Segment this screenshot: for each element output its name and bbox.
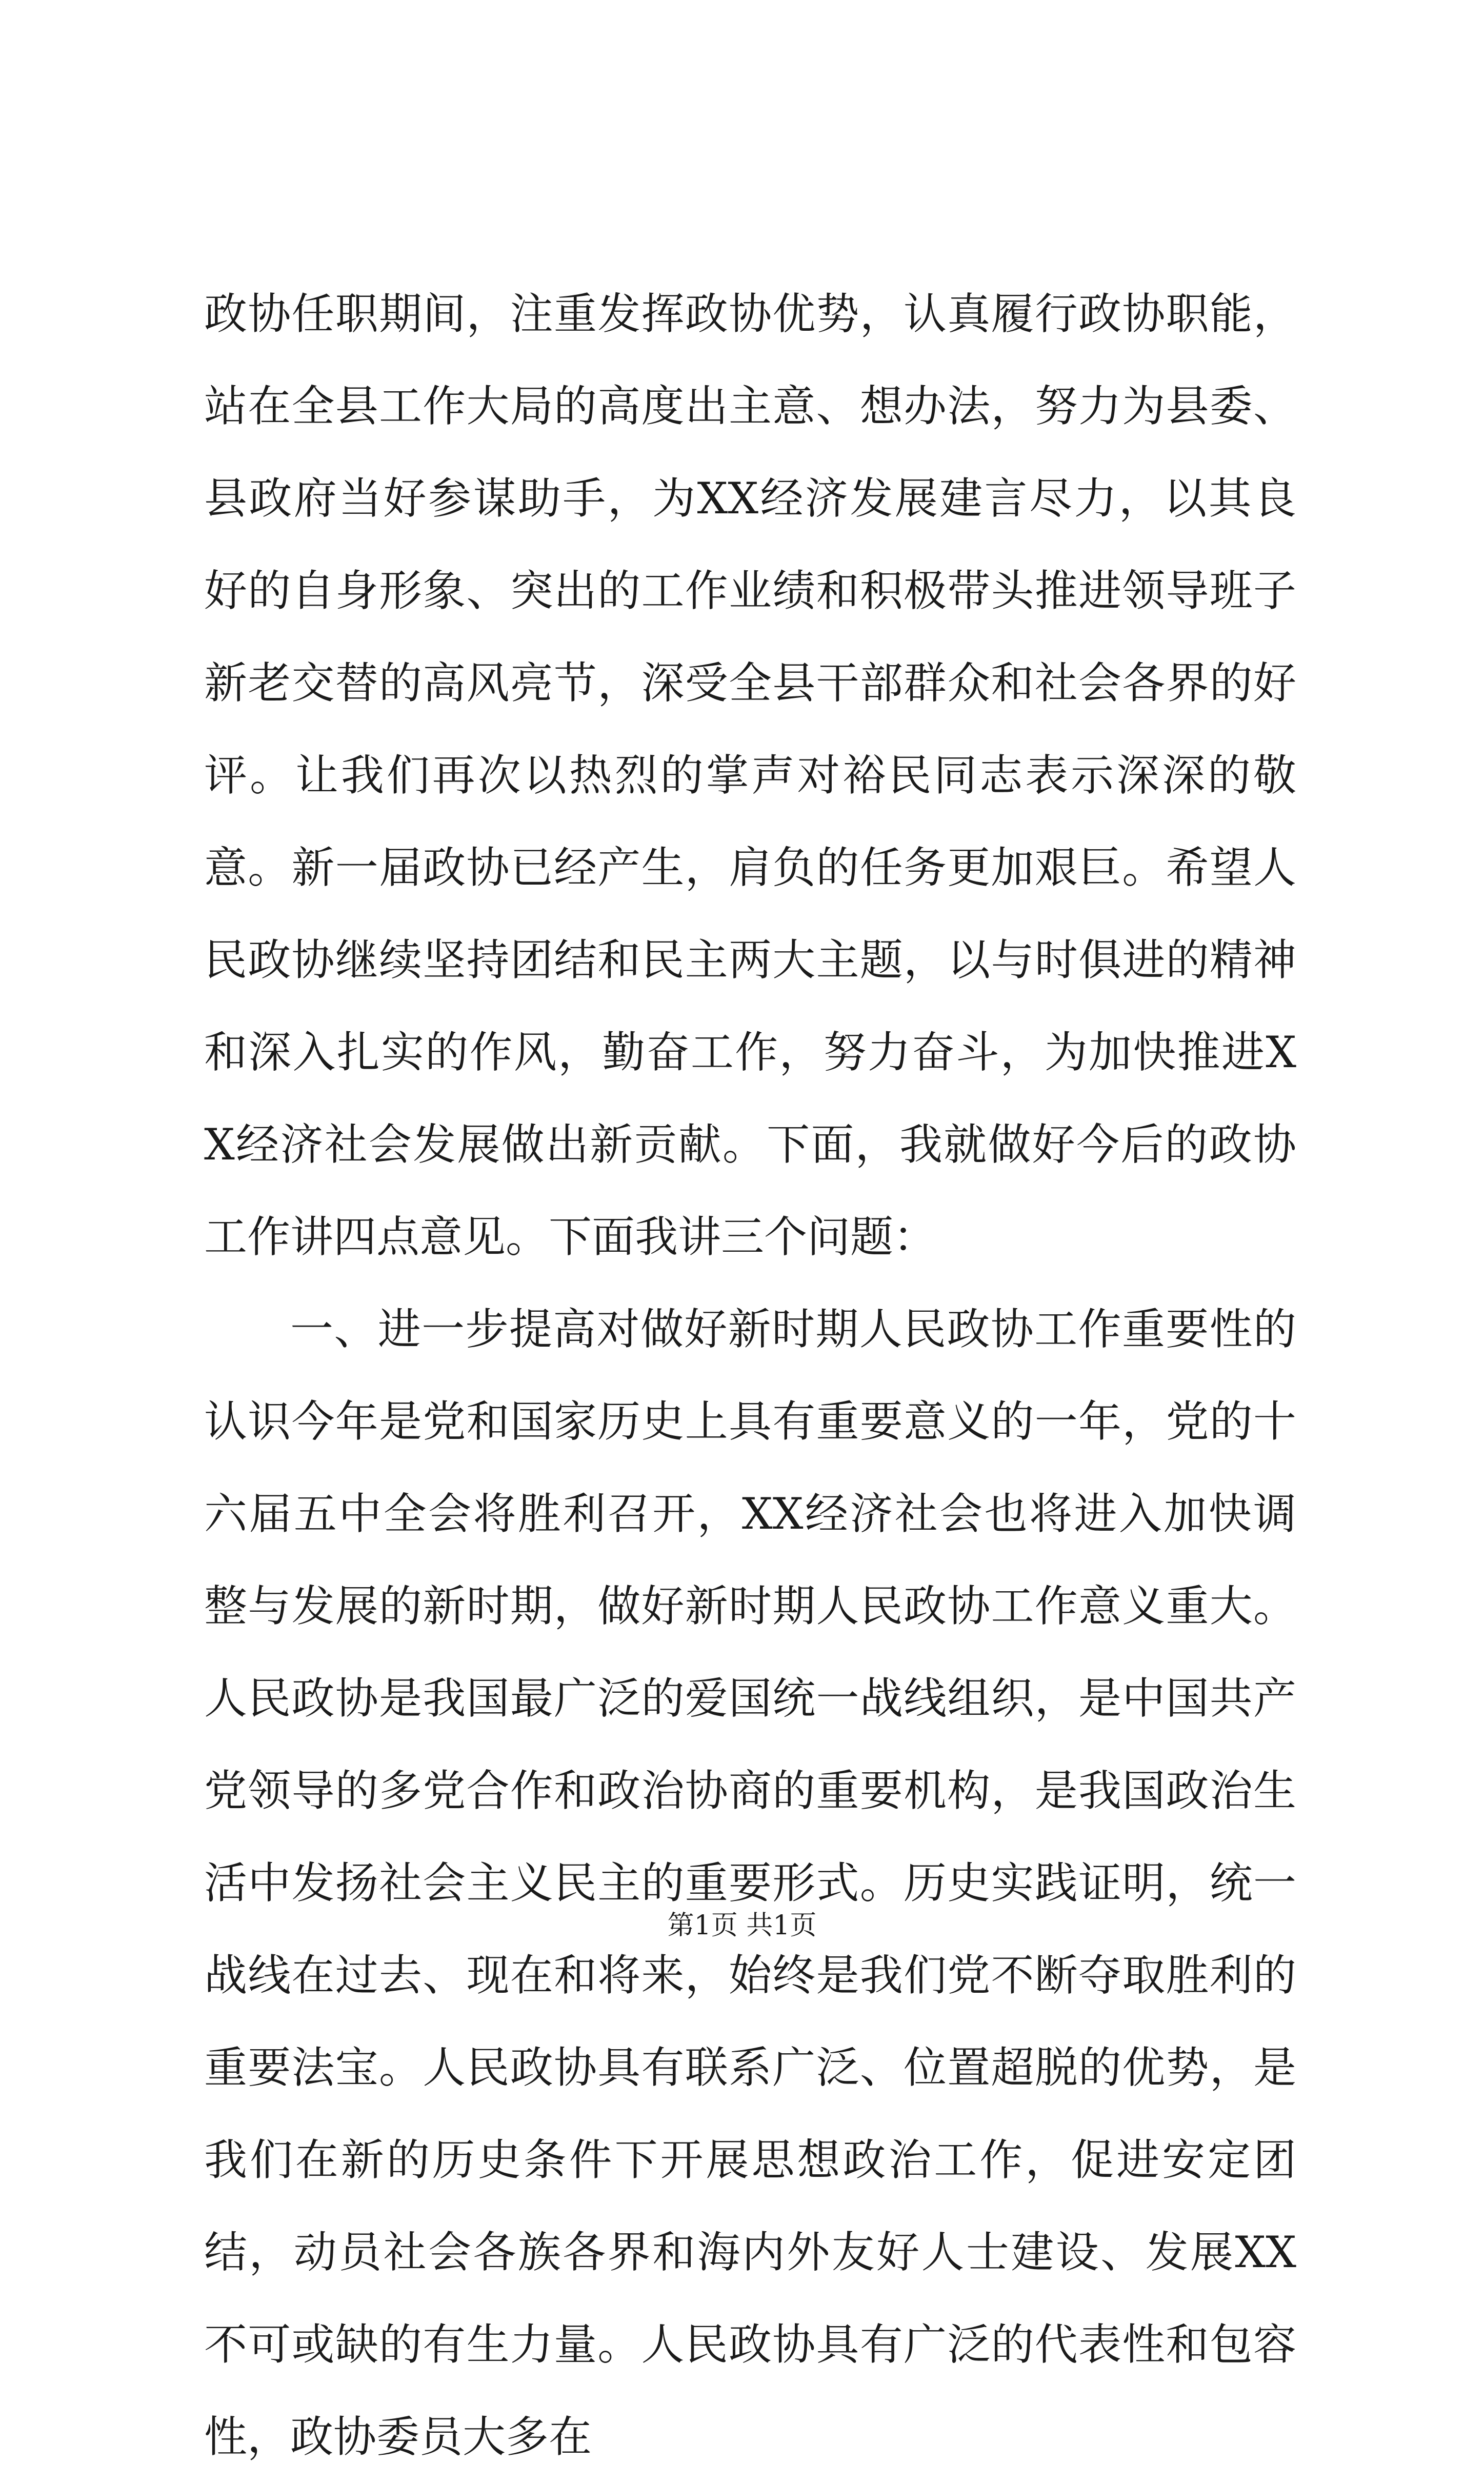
document-body bbox=[204, 268, 1296, 2483]
page-number: 第1页 共1页 bbox=[667, 1910, 817, 1941]
paragraph-2: 一、进一步提高对做好新时期人民政协工作重要性的认识今年是党和国家历史上具有重要意义的一年，党的十六届五中全会将胜利召开，XX经济社会也将进入加快调整与发展的新时期，做好新时期人民政协工作意义重大。人民政协是我国最广泛的爱国统一战线组织，是中国共产党领导的多党合作和政治协商的重要机构，是我国政治生活中发扬社会主义民主的重要形式。历史实践证明，统一战线在过去、现在和将来，始终是我们党不断夺取胜利的重要法宝。人民政协具有联系广泛、位置超脱的优势，是我们在新的历史条件下开展思想政治工作，促进安定团结，动员社会各族各界和海内外友好人士建设、发展XX不可或缺的有生力量。人民政协具有广泛的代表性和包容性，政协委员大多在 bbox=[204, 1304, 1296, 2462]
page-footer bbox=[0, 1908, 1484, 1944]
paragraph-1: 政协任职期间，注重发挥政协优势，认真履行政协职能，站在全县工作大局的高度出主意、想办法，努力为县委、县政府当好参谋助手，为XX经济发展建言尽力，以其良好的自身形象、突出的工作业绩和积极带头推进领导班子新老交替的高风亮节，深受全县干部群众和社会各界的好评。让我们再次以热烈的掌声对裕民同志表示深深的敬意。新一届政协已经产生，肩负的任务更加艰巨。希望人民政协继续坚持团结和民主两大主题，以与时俱进的精神和深入扎实的作风，勤奋工作，努力奋斗，为加快推进XX经济社会发展做出新贡献。下面，我就做好今后的政协工作讲四点意见。下面我讲三个问题： bbox=[204, 289, 1296, 1262]
